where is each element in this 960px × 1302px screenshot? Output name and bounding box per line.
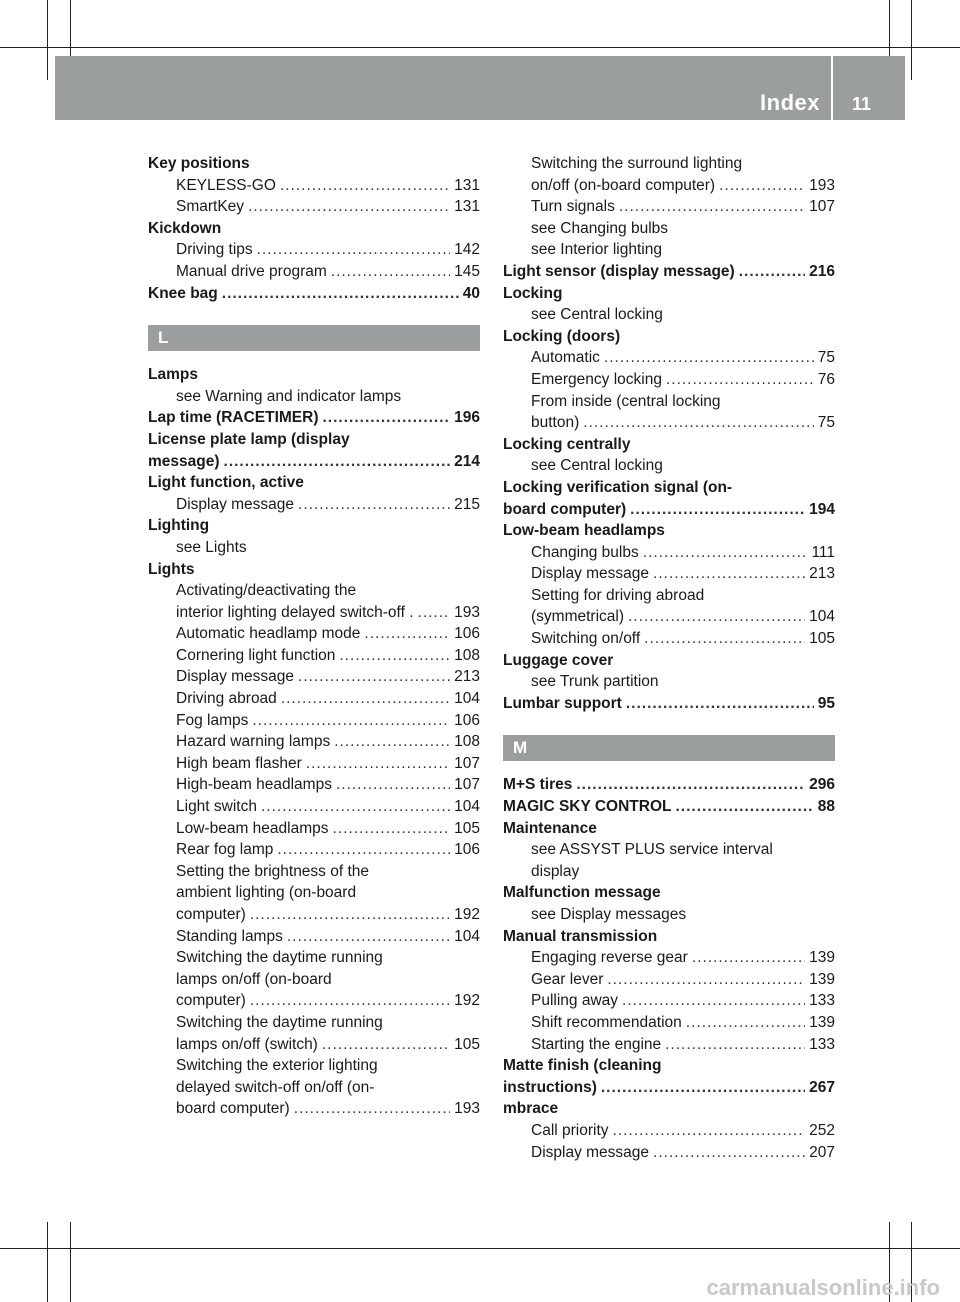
entry-page-number: 104 <box>454 927 480 945</box>
entry-page-number: 193 <box>454 1100 480 1118</box>
index-entry <box>503 1098 835 1120</box>
entry-page-number: 214 <box>454 452 480 470</box>
entry-label: Shift recommendation <box>531 1013 682 1031</box>
entry-label: Gear lever <box>531 970 604 988</box>
entry-label: Locking <box>503 284 563 302</box>
watermark: carmanualsonline.info <box>706 1275 940 1300</box>
entry-label: see Trunk partition <box>531 673 659 691</box>
index-subentry <box>148 1098 480 1120</box>
index-entry <box>503 926 835 948</box>
crop-mark <box>0 47 960 48</box>
entry-label: Switching the daytime running <box>176 1013 383 1031</box>
entry-label: Locking (doors) <box>503 327 621 345</box>
index-entry <box>148 218 480 240</box>
index-subentry <box>503 585 835 607</box>
entry-label: Setting the brightness of the <box>176 862 370 880</box>
index-subentry <box>503 990 835 1012</box>
entry-label: Lumbar support <box>503 694 622 712</box>
header-divider <box>831 56 833 120</box>
entry-label: Cornering light function <box>176 646 336 664</box>
index-subentry <box>148 580 480 602</box>
entry-label: Pulling away <box>531 992 619 1010</box>
entry-page-number: 215 <box>454 495 480 513</box>
entry-page-number: 142 <box>454 241 480 259</box>
entry-page-number: 107 <box>454 776 480 794</box>
entry-label: From inside (central locking <box>531 392 721 410</box>
index-subentry <box>503 1012 835 1034</box>
dot-leader <box>222 283 459 305</box>
index-subentry <box>503 969 835 991</box>
index-entry <box>503 796 835 818</box>
dot-leader <box>306 753 450 775</box>
page-title: Index <box>760 90 820 115</box>
index-subentry <box>148 839 480 861</box>
index-entry <box>148 364 480 386</box>
entry-label: Display message <box>176 495 295 513</box>
entry-label: Low-beam headlamps <box>503 522 665 540</box>
entry-label: interior lighting delayed switch-off . <box>176 603 414 621</box>
entry-label: Rear fog lamp <box>176 841 274 859</box>
dot-leader <box>277 839 450 861</box>
page-number: 11 <box>852 94 872 114</box>
index-entry <box>503 520 835 542</box>
entry-label: Switching the surround lighting <box>531 155 743 172</box>
entry-label: Key positions <box>148 155 250 172</box>
entry-label: Manual drive program <box>176 262 327 280</box>
index-subentry <box>148 774 480 796</box>
entry-page-number: 111 <box>811 543 835 561</box>
dot-leader <box>643 542 808 564</box>
entry-page-number: 213 <box>809 565 835 583</box>
entry-page-number: 196 <box>454 409 480 427</box>
entry-label: License plate lamp (display <box>148 430 350 448</box>
dot-leader <box>287 926 450 948</box>
entry-label: Knee bag <box>148 284 218 302</box>
index-subentry <box>148 645 480 667</box>
index-entry <box>148 559 480 581</box>
index-subentry <box>503 153 835 175</box>
index-entry <box>503 1077 835 1099</box>
entry-page-number: 131 <box>454 176 480 194</box>
entry-label: board computer) <box>503 500 627 518</box>
index-subentry <box>148 818 480 840</box>
dot-leader <box>252 710 450 732</box>
entry-label: see Interior lighting <box>531 241 662 259</box>
entry-label: Locking verification signal (on- <box>503 478 733 496</box>
index-column-right <box>503 153 835 1163</box>
index-subentry <box>503 861 835 883</box>
entry-page-number: 106 <box>454 625 480 643</box>
index-entry <box>148 283 480 305</box>
entry-label: Setting for driving abroad <box>531 586 705 604</box>
index-subentry <box>148 926 480 948</box>
index-subentry <box>503 947 835 969</box>
index-subentry <box>148 196 480 218</box>
index-subentry <box>503 1120 835 1142</box>
entry-page-number: 107 <box>454 754 480 772</box>
index-subentry <box>503 196 835 218</box>
index-subentry <box>503 839 835 861</box>
entry-label: Locking centrally <box>503 435 631 453</box>
entry-page-number: 216 <box>809 262 835 280</box>
index-subentry <box>503 628 835 650</box>
index-subentry <box>148 688 480 710</box>
entry-label: see Display messages <box>531 906 687 923</box>
index-subentry <box>503 1142 835 1164</box>
entry-label: SmartKey <box>176 198 245 216</box>
index-subentry <box>148 175 480 197</box>
index-entry <box>503 283 835 305</box>
entry-label: lamps on/off (switch) <box>176 1035 318 1053</box>
dot-leader <box>630 499 805 521</box>
entry-page-number: 267 <box>809 1078 835 1096</box>
index-subentry <box>503 1034 835 1056</box>
index-subentry <box>148 753 480 775</box>
index-entry <box>503 499 835 521</box>
index-subentry <box>148 623 480 645</box>
dot-leader <box>622 990 805 1012</box>
index-subentry <box>148 904 480 926</box>
index-subentry <box>148 239 480 261</box>
entry-label: Engaging reverse gear <box>531 949 688 967</box>
dot-leader <box>336 774 450 796</box>
entry-label: Driving abroad <box>176 690 277 708</box>
entry-page-number: 106 <box>454 841 480 859</box>
index-subentry <box>503 606 835 628</box>
dot-leader <box>331 261 450 283</box>
entry-page-number: 104 <box>809 608 835 626</box>
entry-page-number: 213 <box>454 668 480 686</box>
entry-label: Light sensor (display message) <box>503 262 735 280</box>
dot-leader <box>333 818 451 840</box>
entry-label: see Changing bulbs <box>531 219 669 237</box>
entry-label: message) <box>148 452 220 470</box>
index-subentry <box>148 1077 480 1099</box>
dot-leader <box>334 731 450 753</box>
entry-label: Automatic headlamp mode <box>176 625 361 643</box>
index-subentry <box>503 391 835 413</box>
index-subentry <box>148 947 480 969</box>
entry-page-number: 207 <box>809 1143 835 1161</box>
index-subentry <box>148 796 480 818</box>
entry-label: Malfunction message <box>503 884 661 902</box>
entry-label: computer) <box>176 906 246 923</box>
entry-label: display <box>531 862 580 880</box>
index-subentry <box>148 1012 480 1034</box>
index-subentry <box>503 563 835 585</box>
entry-label: Hazard warning lamps <box>176 733 331 751</box>
entry-page-number: 107 <box>809 198 835 216</box>
entry-label: computer) <box>176 992 246 1010</box>
entry-label: Changing bulbs <box>531 543 639 561</box>
entry-label: Luggage cover <box>503 651 614 669</box>
dot-leader <box>604 347 814 369</box>
dot-leader <box>250 904 450 926</box>
index-entry <box>503 434 835 456</box>
entry-label: board computer) <box>176 1100 290 1118</box>
dot-leader <box>686 1012 805 1034</box>
entry-label: Call priority <box>531 1121 609 1139</box>
dot-leader <box>364 623 450 645</box>
entry-label: Switching on/off <box>531 630 641 648</box>
entry-page-number: 133 <box>809 992 835 1010</box>
entry-label: Driving tips <box>176 241 253 259</box>
entry-label: see Warning and indicator lamps <box>176 387 402 405</box>
section-letter-header: L <box>148 325 480 351</box>
index-subentry <box>148 537 480 559</box>
entry-label: Switching the exterior lighting <box>176 1057 378 1075</box>
index-subentry <box>503 304 835 326</box>
dot-leader <box>739 261 805 283</box>
index-entry <box>148 515 480 537</box>
index-subentry <box>503 239 835 261</box>
entry-label: Fog lamps <box>176 711 249 729</box>
entry-page-number: 105 <box>454 1035 480 1053</box>
entry-label: High-beam headlamps <box>176 776 332 794</box>
dot-leader <box>613 1120 806 1142</box>
dot-leader <box>626 693 814 715</box>
dot-leader <box>339 645 450 667</box>
dot-leader <box>323 407 451 429</box>
dot-leader <box>601 1077 805 1099</box>
entry-page-number: 75 <box>817 414 835 432</box>
dot-leader <box>653 1142 805 1164</box>
crop-mark <box>911 0 912 80</box>
dot-leader <box>644 628 805 650</box>
index-subentry <box>148 666 480 688</box>
dot-leader <box>666 369 814 391</box>
entry-page-number: 104 <box>454 798 480 816</box>
entry-label: see ASSYST PLUS service interval <box>531 841 773 859</box>
entry-label: Light switch <box>176 798 257 816</box>
index-entry <box>148 451 480 473</box>
entry-label: see Central locking <box>531 306 663 324</box>
entry-label: see Lights <box>176 538 247 556</box>
entry-label: Activating/deactivating the <box>176 582 357 600</box>
dot-leader <box>280 175 450 197</box>
dot-leader <box>261 796 450 818</box>
dot-leader <box>250 990 450 1012</box>
dot-leader <box>653 563 805 585</box>
entry-page-number: 105 <box>809 630 835 648</box>
index-subentry <box>148 990 480 1012</box>
index-entry <box>148 472 480 494</box>
entry-page-number: 76 <box>817 370 835 388</box>
entry-page-number: 145 <box>454 262 480 280</box>
dot-leader <box>665 1034 805 1056</box>
index-entry <box>503 261 835 283</box>
dot-leader <box>298 666 450 688</box>
dot-leader <box>628 606 805 628</box>
index-entry <box>503 774 835 796</box>
index-subentry <box>148 494 480 516</box>
entry-label: Display message <box>531 1143 650 1161</box>
index-subentry <box>503 412 835 434</box>
entry-label: Turn signals <box>531 198 615 216</box>
index-entry <box>503 1055 835 1077</box>
entry-page-number: 88 <box>817 798 835 816</box>
index-subentry <box>503 455 835 477</box>
dot-leader <box>224 451 451 473</box>
crop-mark <box>0 1248 960 1249</box>
index-entry <box>503 326 835 348</box>
entry-label: Low-beam headlamps <box>176 819 329 837</box>
entry-label: ambient lighting (on-board <box>176 884 357 902</box>
entry-page-number: 139 <box>809 970 835 988</box>
index-entry <box>503 650 835 672</box>
crop-mark <box>47 1222 48 1302</box>
index-subentry <box>503 347 835 369</box>
entry-label: (symmetrical) <box>531 608 624 626</box>
entry-label: instructions) <box>503 1078 597 1096</box>
index-subentry <box>148 602 480 624</box>
dot-leader <box>676 796 814 818</box>
entry-label: Display message <box>176 668 295 686</box>
dot-leader <box>294 1098 450 1120</box>
entry-label: delayed switch-off on/off (on- <box>176 1078 375 1096</box>
entry-label: mbrace <box>503 1100 559 1118</box>
dot-leader <box>257 239 450 261</box>
entry-label: Matte finish (cleaning <box>503 1057 662 1075</box>
index-subentry <box>148 261 480 283</box>
dot-leader <box>281 688 450 710</box>
entry-label: Manual transmission <box>503 927 658 945</box>
entry-label: button) <box>531 414 580 432</box>
index-subentry <box>148 386 480 408</box>
index-subentry <box>148 731 480 753</box>
index-entry <box>503 477 835 499</box>
entry-page-number: 40 <box>462 284 480 302</box>
index-subentry <box>503 542 835 564</box>
entry-label: Starting the engine <box>531 1035 662 1053</box>
entry-label: Maintenance <box>503 819 597 837</box>
entry-label: Lap time (RACETIMER) <box>148 409 319 427</box>
index-subentry <box>503 671 835 693</box>
index-subentry <box>148 882 480 904</box>
dot-leader <box>692 947 805 969</box>
entry-label: Lighting <box>148 517 210 535</box>
index-entry <box>503 882 835 904</box>
entry-page-number: 193 <box>809 176 835 194</box>
dot-leader <box>248 196 450 218</box>
section-letter-header: M <box>503 735 835 761</box>
dot-leader <box>418 602 451 624</box>
entry-label: MAGIC SKY CONTROL <box>503 798 672 816</box>
entry-page-number: 104 <box>454 690 480 708</box>
entry-label: Lights <box>148 560 195 578</box>
entry-label: lamps on/off (on-board <box>176 970 332 988</box>
index-entry <box>148 153 480 175</box>
dot-leader <box>619 196 805 218</box>
crop-mark <box>70 1222 71 1302</box>
index-subentry <box>148 969 480 991</box>
entry-label: M+S tires <box>503 776 573 794</box>
entry-page-number: 105 <box>454 819 480 837</box>
entry-label: KEYLESS-GO <box>176 176 276 194</box>
entry-label: High beam flasher <box>176 754 302 772</box>
entry-label: Switching the daytime running <box>176 949 383 967</box>
index-subentry <box>148 1055 480 1077</box>
index-subentry <box>503 175 835 197</box>
dot-leader <box>322 1034 450 1056</box>
entry-page-number: 75 <box>817 349 835 367</box>
entry-page-number: 108 <box>454 646 480 664</box>
index-entry <box>148 407 480 429</box>
index-subentry <box>503 369 835 391</box>
entry-page-number: 252 <box>809 1121 835 1139</box>
crop-mark <box>47 0 48 80</box>
entry-page-number: 108 <box>454 733 480 751</box>
dot-leader <box>607 969 805 991</box>
dot-leader <box>298 494 450 516</box>
entry-page-number: 106 <box>454 711 480 729</box>
entry-page-number: 139 <box>809 1013 835 1031</box>
index-subentry <box>148 1034 480 1056</box>
entry-page-number: 95 <box>817 694 835 712</box>
entry-label: Display message <box>531 565 650 583</box>
entry-label: Lamps <box>148 366 198 384</box>
entry-label: Kickdown <box>148 219 222 237</box>
entry-page-number: 194 <box>809 500 835 518</box>
dot-leader <box>576 774 805 796</box>
index-column-left <box>148 153 480 1120</box>
dot-leader <box>583 412 813 434</box>
index-subentry <box>148 861 480 883</box>
entry-page-number: 139 <box>809 949 835 967</box>
index-subentry <box>503 218 835 240</box>
index-subentry <box>503 904 835 926</box>
entry-label: Emergency locking <box>531 370 662 388</box>
entry-page-number: 133 <box>809 1035 835 1053</box>
entry-label: Light function, active <box>148 474 304 492</box>
entry-page-number: 131 <box>454 198 480 216</box>
entry-page-number: 192 <box>454 992 480 1010</box>
entry-page-number: 296 <box>809 776 835 794</box>
index-entry <box>148 429 480 451</box>
entry-label: on/off (on-board computer) <box>531 176 716 194</box>
entry-label: Automatic <box>531 349 600 367</box>
index-entry <box>503 693 835 715</box>
index-subentry <box>148 710 480 732</box>
dot-leader <box>719 175 805 197</box>
index-entry <box>503 818 835 840</box>
entry-page-number: 193 <box>454 603 480 621</box>
entry-label: see Central locking <box>531 457 663 475</box>
entry-label: Standing lamps <box>176 927 283 945</box>
entry-page-number: 192 <box>454 906 480 923</box>
